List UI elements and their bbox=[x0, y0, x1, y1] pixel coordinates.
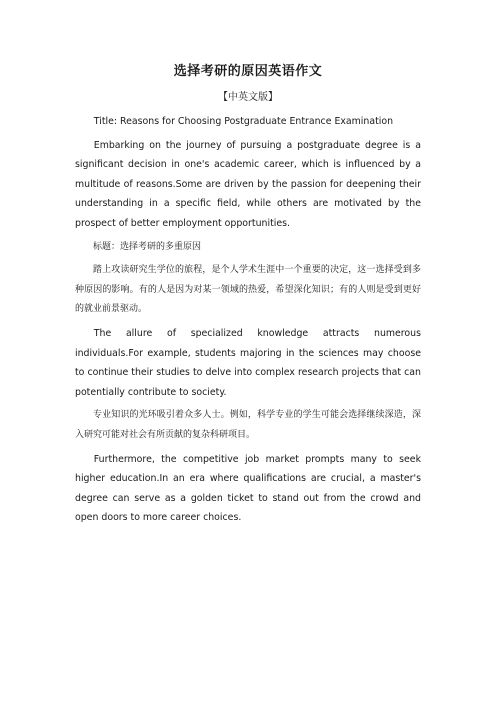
english-paragraph-job-market: Furthermore, the competitive job market prompts many to seek higher education.In an era where qualifications are crucial, a master's degree can serve as a golden ticket to stand out from the crowd and open doors to more career choices. bbox=[75, 453, 421, 524]
chinese-paragraph-knowledge: 专业知识的光环吸引着众多人士。例如，科学专业的学生可能会选择继续深造，深入研究可能对社会有所贡献的复杂科研项目。 bbox=[75, 410, 421, 440]
english-title-paragraph: Title: Reasons for Choosing Postgraduate Entrance Examination bbox=[93, 116, 394, 127]
chinese-title-paragraph: 标题：选择考研的多重原因 bbox=[93, 241, 202, 252]
english-paragraph-knowledge: The allure of specialized knowledge attracts numerous individuals.For example, students majoring in the sciences may choose to continue their studies to delve into complex research projects that can potentially contribute to society. bbox=[75, 327, 421, 398]
document-subtitle: 【中英文版】 bbox=[218, 92, 278, 103]
english-paragraph-intro: Embarking on the journey of pursuing a postgraduate degree is a significant decision in one's academic career, which is influenced by a multitude of reasons.Some are driven by the passion for deepening their understanding in a specific field, while others are motivated by the prospect of better employment opportunities. bbox=[75, 139, 421, 229]
document-body bbox=[75, 62, 421, 532]
chinese-paragraph-intro: 踏上攻读研究生学位的旅程，是个人学术生涯中一个重要的决定，这一选择受到多种原因的影响。有的人是因为对某一领域的热爱，希望深化知识；有的人则是受到更好的就业前景驱动。 bbox=[75, 265, 421, 315]
document-title: 选择考研的原因英语作文 bbox=[173, 64, 323, 79]
